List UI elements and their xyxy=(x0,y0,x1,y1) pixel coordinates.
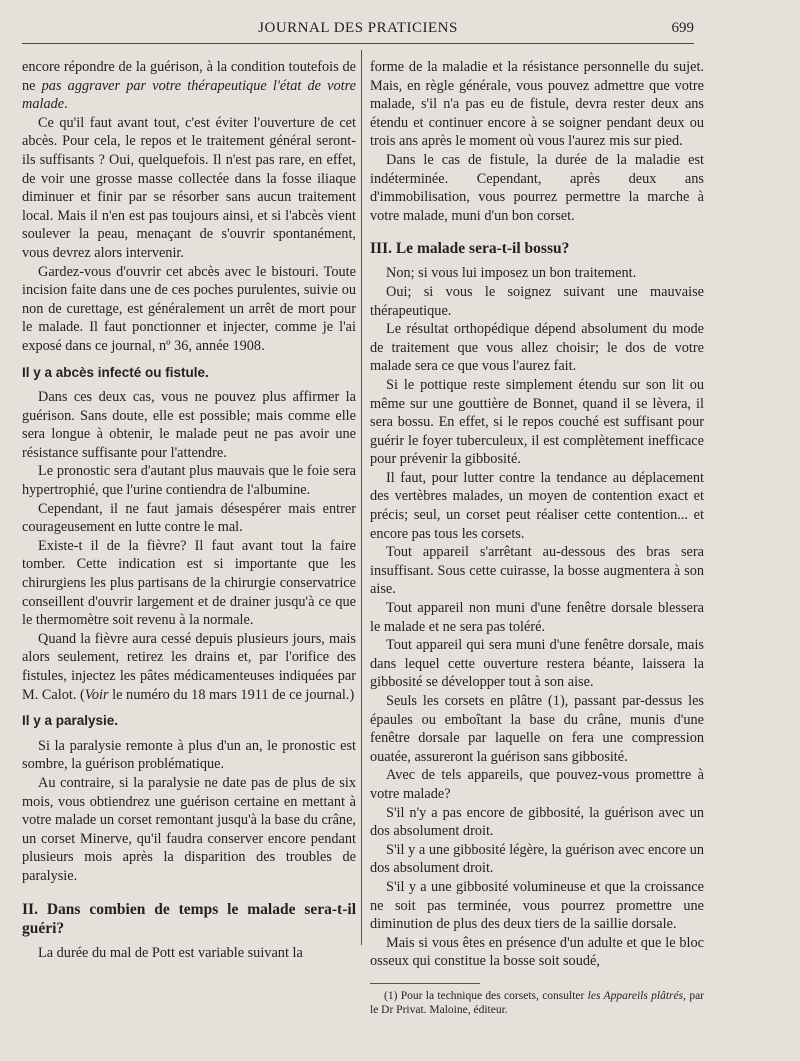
footnote: (1) Pour la technique des corsets, consulter les Appareils plâtrés, par le Dr Privat. Maloine, éditeur. xyxy=(370,989,705,1016)
paragraph: Tout appareil s'arrêtant au-dessous des bras sera insuffisant. Sous cette cuirasse, la bosse augmentera à son aise. xyxy=(370,544,704,598)
paragraph: Quand la fièvre aura cessé depuis plusieurs jours, mais alors seulement, retirez les drains et, par l'orifice des fistules, injectez les pâtes médicamenteuses indiquées par M. Calot. (Voir le numéro du 18 mars 1911 de ce journal.) xyxy=(22,630,356,703)
paragraph: Le pronostic sera d'autant plus mauvais que le foie sera hypertrophié, que l'urine contiendra de l'albumine. xyxy=(22,463,356,499)
paragraph: Tout appareil non muni d'une fenêtre dorsale blessera le malade et ne sera pas toléré. xyxy=(370,600,704,635)
paragraph: Ce qu'il faut avant tout, c'est éviter l'ouverture de cet abcès. Pour cela, le repos et le traitement général seront-ils suffisants ? Oui, quelquefois. Il n'est pas rare, en effet, de voir une grosse masse collectée dans la fosse iliaque diminuer et finir par se résorber sans aucun traitement local. Mais il n'en est pas toujours ainsi, et si l'abcès vient soulever la peau, menaçant de s'ouvrir spontanément, vous devrez alors intervenir. xyxy=(22,114,356,261)
paragraph: Oui; si vous le soignez suivant une mauvaise thérapeutique. xyxy=(370,283,704,319)
right-column xyxy=(370,58,704,1017)
paragraph: Au contraire, si la paralysie ne date pas de plus de six mois, vous obtiendrez une guérison certaine en mettant à votre malade un corset remontant jusqu'à la base du crâne, un corset Minerve, qu'il faudra conserver encore pendant plusieurs mois après la disparition des troubles de paralysie. xyxy=(22,774,356,884)
section-heading-bossu: III. Le malade sera-t-il bossu? xyxy=(370,240,570,258)
paragraph: Cependant, il ne faut jamais désespérer mais entrer courageusement en lutte contre le mal. xyxy=(22,500,356,536)
paragraph: S'il n'y a pas encore de gibbosité, la guérison avec un dos absolument droit. xyxy=(370,804,704,840)
paragraph: Il faut, pour lutter contre la tendance au déplacement des vertèbres malades, un moyen de contention exact et précis; seul, un corset peut réaliser cette contention... et encore pas tous les corsets. xyxy=(370,469,704,542)
paragraph: Seuls les corsets en plâtre (1), passant par-dessus les épaules ou emboîtant la base du crâne, munis d'une fenêtre dorsale par laquelle on fera une compression ouatée, assureront la guérison sans gibbosité. xyxy=(370,693,704,765)
footnote-rule xyxy=(370,983,480,984)
paragraph: La durée du mal de Pott est variable suivant la xyxy=(38,944,303,961)
paragraph: Dans le cas de fistule, la durée de la maladie est indéterminée. Cependant, après deux ans d'immobilisation, vous pourrez permettre la marche à votre malade, muni d'un bon corset. xyxy=(370,151,704,224)
paragraph: Non; si vous lui imposez un bon traitement. xyxy=(386,265,637,282)
subheading-paralysie: Il y a paralysie. xyxy=(22,713,119,729)
page-number: 699 xyxy=(671,20,694,36)
left-column xyxy=(22,58,356,962)
paragraph: Existe-t il de la fièvre? Il faut avant tout la faire tomber. Cette indication est si importante que les chirurgiens les plus partisans de la chirurgie conservatrice conseillent d'ouvrir largement et de drainer jusqu'à ce que le thermomètre soit revenu à la normale. xyxy=(22,537,356,629)
header-rule xyxy=(22,43,694,44)
journal-title: JOURNAL DES PRATICIENS xyxy=(258,20,458,36)
section-heading-duree: II. Dans combien de temps le malade sera-t-il guéri? xyxy=(22,900,356,937)
paragraph: Mais si vous êtes en présence d'un adulte et que le bloc osseux qui constitue la bosse soit soudé, xyxy=(370,934,704,970)
paragraph: Le résultat orthopédique dépend absolument du mode de traitement que vous allez choisir; le dos de votre malade sera ce que vous l'aurez fait. xyxy=(370,321,704,375)
paragraph: forme de la maladie et la résistance personnelle du sujet. Mais, en règle générale, vous pouvez admettre que votre malade, s'il n'a pas eu de fistule, devra rester deux ans étendu et continuer encore à se soigner pendant deux ou trois ans après le moment où vous l'aurez mis sur pied. xyxy=(370,59,704,150)
paragraph: Si le pottique reste simplement étendu sur son lit ou même sur une gouttière de Bonnet, quand il se lèvera, il sera bossu. En effet, si le repos couché est suffisant pour guérir le foyer tuberculeux, il est complètement inefficace pour prévenir la gibbosité. xyxy=(370,376,704,468)
paragraph: Gardez-vous d'ouvrir cet abcès avec le bistouri. Toute incision faite dans une de ces poches purulentes, suivie ou non de curettage, est généralement un arrêt de mort pour le malade. Il faut ponctionner et injecter, comme je l'ai exposé dans ce journal, nº 36, année 1908. xyxy=(22,263,356,354)
paragraph: S'il y a une gibbosité volumineuse et que la croissance ne soit pas terminée, vous pourrez promettre une diminution de plus des deux tiers de la saillie dorsale. xyxy=(370,878,704,933)
page-header xyxy=(22,18,694,42)
paragraph: Dans ces deux cas, vous ne pouvez plus affirmer la guérison. Sans doute, elle est possible; mais comme elle sera longue à obtenir, le malade peut ne pas avoir une résistance suffisante pour l'attendre. xyxy=(22,389,356,461)
subheading-abces-infecte: Il y a abcès infecté ou fistule. xyxy=(22,364,209,380)
paragraph: encore répondre de la guérison, à la condition toutefois de ne pas aggraver par votre thérapeutique l'état de votre malade. xyxy=(22,59,356,113)
column-divider xyxy=(361,50,362,945)
paragraph: Tout appareil qui sera muni d'une fenêtre dorsale, mais dans lequel cette ouverture restera béante, laissera la gibbosité se développer tout à son aise. xyxy=(370,637,704,691)
paragraph: Si la paralysie remonte à plus d'un an, le pronostic est sombre, la guérison problématique. xyxy=(22,737,356,773)
paragraph: Avec de tels appareils, que pouvez-vous promettre à votre malade? xyxy=(370,767,704,802)
paragraph: S'il y a une gibbosité légère, la guérison avec encore un dos absolument droit. xyxy=(370,841,704,877)
